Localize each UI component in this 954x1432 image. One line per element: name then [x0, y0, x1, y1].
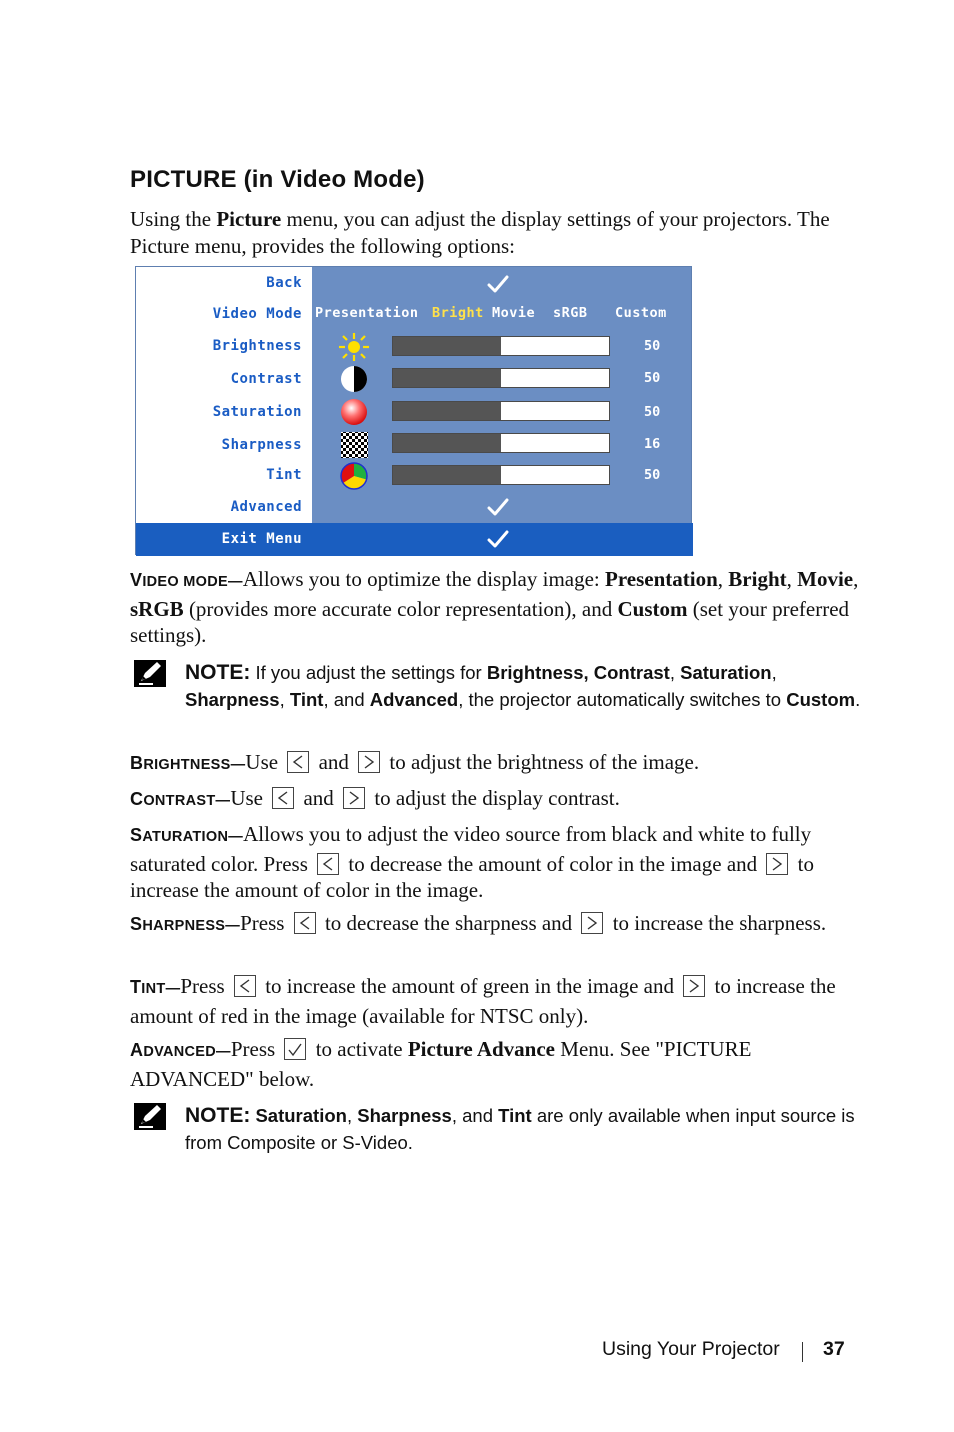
sun-icon	[337, 332, 371, 362]
right-arrow-key-icon	[683, 975, 705, 997]
footer-divider	[802, 1342, 803, 1362]
menu-label-contrast: Contrast	[230, 371, 302, 387]
intro-paragraph: Using the Picture menu, you can adjust the display settings of your projectors. The Picture menu, provides the following options:	[130, 207, 830, 258]
saturation-slider	[392, 401, 610, 421]
advanced-paragraph: ADVANCED—Press to activate Picture Advance Menu. See "PICTURE ADVANCED" below.	[130, 1037, 752, 1091]
contrast-slider	[392, 368, 610, 388]
term-tint: TINT—	[130, 977, 181, 997]
sharpness-value: 16	[644, 436, 661, 452]
contrast-value: 50	[644, 370, 661, 386]
menu-label-exit: Exit Menu	[221, 531, 302, 547]
page-number: 37	[823, 1338, 845, 1360]
note-input-source: NOTE: Saturation, Sharpness, and Tint are only available when input source is from Composite or S-Video.	[185, 1104, 855, 1153]
term-contrast: CONTRAST—	[130, 789, 231, 809]
contrast-icon	[337, 364, 371, 394]
slider-fill	[393, 369, 501, 387]
term-saturation: SATURATION—	[130, 825, 244, 845]
menu-select-key-icon	[284, 1038, 306, 1060]
left-arrow-key-icon	[294, 912, 316, 934]
menu-label-saturation: Saturation	[212, 404, 302, 420]
tint-icon	[337, 461, 371, 491]
slider-fill	[393, 466, 501, 484]
mode-presentation: Presentation	[315, 305, 419, 321]
sharpness-icon	[337, 430, 371, 460]
sharpness-slider	[392, 433, 610, 453]
menu-label-tint: Tint	[266, 467, 302, 483]
left-arrow-key-icon	[272, 787, 294, 809]
menu-label-back: Back	[266, 275, 302, 291]
menu-label-video-mode: Video Mode	[212, 306, 302, 322]
exit-menu-bar	[136, 523, 693, 556]
slider-fill	[393, 434, 501, 452]
right-arrow-key-icon	[581, 912, 603, 934]
term-video-mode: VIDEO MODE—	[130, 570, 243, 590]
menu-label-advanced: Advanced	[230, 499, 302, 515]
mode-custom: Custom	[615, 305, 667, 321]
sharpness-paragraph: SHARPNESS—Press to decrease the sharpness and to increase the sharpness.	[130, 911, 827, 935]
back-check-icon	[486, 274, 510, 294]
brightness-paragraph: BRIGHTNESS—Use and to adjust the brightness of the image.	[130, 750, 700, 774]
advanced-check-icon	[486, 497, 510, 517]
tint-value: 50	[644, 467, 661, 483]
right-arrow-key-icon	[358, 751, 380, 773]
slider-fill	[393, 402, 501, 420]
left-arrow-key-icon	[234, 975, 256, 997]
page-heading: PICTURE (in Video Mode)	[130, 166, 425, 193]
brightness-value: 50	[644, 338, 661, 354]
mode-srgb: sRGB	[553, 305, 588, 321]
mode-movie: Movie	[492, 305, 536, 321]
menu-label-brightness: Brightness	[212, 338, 302, 354]
picture-menu-screenshot	[135, 266, 692, 555]
brightness-slider	[392, 336, 610, 356]
note-pencil-icon	[133, 659, 169, 689]
note-pencil-icon	[133, 1102, 169, 1132]
footer-section-title: Using Your Projector	[602, 1338, 780, 1360]
tint-slider	[392, 465, 610, 485]
video-mode-paragraph: VIDEO MODE—Allows you to optimize the display image: Presentation, Bright, Movie, sRGB (provides more accurate color representation), and Custom (set your preferred settings).	[130, 567, 859, 647]
left-arrow-key-icon	[287, 751, 309, 773]
saturation-value: 50	[644, 404, 661, 420]
right-arrow-key-icon	[766, 853, 788, 875]
term-sharpness: SHARPNESS—	[130, 914, 241, 934]
slider-fill	[393, 337, 501, 355]
tint-paragraph: TINT—Press to increase the amount of green in the image and to increase the amount of red in the image (available for NTSC only).	[130, 974, 836, 1028]
exit-check-icon	[486, 529, 510, 549]
left-arrow-key-icon	[317, 853, 339, 875]
mode-bright: Bright	[432, 305, 484, 321]
contrast-paragraph: CONTRAST—Use and to adjust the display contrast.	[130, 786, 620, 810]
saturation-paragraph: SATURATION—Allows you to adjust the video source from black and white to fully saturated color. Press to decrease the amount of color in the image and to increase the amount of color in the image.	[130, 822, 814, 902]
term-brightness: BRIGHTNESS—	[130, 753, 246, 773]
menu-label-sharpness: Sharpness	[221, 437, 302, 453]
right-arrow-key-icon	[343, 787, 365, 809]
saturation-icon	[337, 397, 371, 427]
term-advanced: ADVANCED—	[130, 1040, 231, 1060]
note-custom-switch: NOTE: If you adjust the settings for Brightness, Contrast, Saturation, Sharpness, Tint, and Advanced, the projector automatically switches to Custom.	[185, 661, 861, 710]
